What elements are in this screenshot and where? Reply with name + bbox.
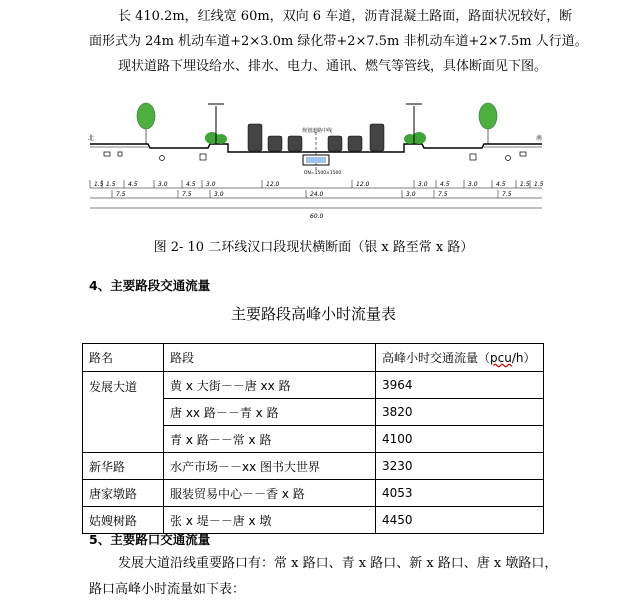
shrub-icon-right xyxy=(404,132,426,144)
header-segment: 路段 xyxy=(164,344,376,372)
svg-text:南: 南 xyxy=(536,135,543,142)
cell-segment: 服装贸易中心－－香 x 路 xyxy=(164,480,376,507)
top-dim-10: 3.0 xyxy=(468,181,478,188)
figure-caption: 图 2- 10 二环线汉口段现状横断面（银 x 路至常 x 路） xyxy=(153,240,474,255)
mid-dim-3: 24.0 xyxy=(310,191,324,198)
cell-flow: 3964 xyxy=(376,372,544,399)
table-row xyxy=(83,480,544,507)
section-heading-5: 5、主要路口交通流量 xyxy=(89,532,211,547)
paragraph-line-1: 长 410.2m，红线宽 60m，双向 6 车道，沥青混凝土路面，路面状况较好，断 xyxy=(118,9,573,24)
middle-dimension-labels xyxy=(112,190,512,198)
cell-road: 唐家墩路 xyxy=(83,480,164,507)
cell-segment: 青 x 路－－常 x 路 xyxy=(164,426,376,453)
cell-road: 姑嫂树路 xyxy=(83,507,164,534)
top-dim-6: 12.0 xyxy=(266,181,280,188)
table-header-row xyxy=(83,344,544,372)
tree-icon-right xyxy=(479,103,497,144)
cell-flow: 3820 xyxy=(376,399,544,426)
top-dim-2: 4.5 xyxy=(128,181,138,188)
paragraph-line-4: 发展大道沿线重要路口有：常 x 路口、青 x 路口、新 x 路口、唐 x 墩路口， xyxy=(118,556,558,571)
top-dim-7: 12.0 xyxy=(356,181,370,188)
header-road: 路名 xyxy=(83,344,164,372)
mid-dim-6: 7.5 xyxy=(502,191,512,198)
cell-road: 新华路 xyxy=(83,453,164,480)
top-dim-1: 1.5 xyxy=(106,181,116,188)
center-line-label: 规划道路中线 xyxy=(302,128,333,134)
table-title: 主要路段高峰小时流量表 xyxy=(230,305,396,323)
cell-segment: 张 x 堤－－唐 x 墩 xyxy=(164,507,376,534)
mid-dim-0: 7.5 xyxy=(116,191,126,198)
paragraph-line-3: 现状道路下埋设给水、排水、电力、通讯、燃气等管线，具体断面见下图。 xyxy=(118,59,548,74)
top-dim-13: 1.5 xyxy=(534,181,544,188)
pipe-label: DN=1500×1500 xyxy=(304,171,342,176)
header-flow: 高峰小时交通流量（pcu/h） xyxy=(376,344,544,372)
top-dim-9: 4.5 xyxy=(440,181,450,188)
cell-segment: 黄 x 大街－－唐 xx 路 xyxy=(164,372,376,399)
mid-dim-4: 3.0 xyxy=(406,191,416,198)
cell-segment: 唐 xx 路－－青 x 路 xyxy=(164,399,376,426)
cell-segment: 水产市场－－xx 图书大世界 xyxy=(164,453,376,480)
top-dim-0: 1.5 xyxy=(94,181,104,188)
paragraph-line-2: 面形式为 24m 机动车道+2×3.0m 绿化带+2×7.5m 非机动车道+2×7.5m 人行道。 xyxy=(89,34,588,49)
top-dim-3: 3.0 xyxy=(158,181,168,188)
top-dim-12: 1.5 xyxy=(520,181,530,188)
top-dim-4: 4.5 xyxy=(186,181,196,188)
paragraph-line-5: 路口高峰小时流量如下表： xyxy=(89,582,246,597)
cell-flow: 4100 xyxy=(376,426,544,453)
top-dim-8: 3.0 xyxy=(418,181,428,188)
cell-flow: 3230 xyxy=(376,453,544,480)
cell-road: 发展大道 xyxy=(83,372,164,453)
tree-icon-left xyxy=(137,103,155,144)
section-heading-4: 4、主要路段交通流量 xyxy=(89,278,211,293)
table-row xyxy=(83,372,544,399)
table-row xyxy=(83,453,544,480)
total-dimension-label: 60.0 xyxy=(310,213,324,220)
cell-flow: 4450 xyxy=(376,507,544,534)
mid-dim-1: 7.5 xyxy=(182,191,192,198)
top-dim-5: 3.0 xyxy=(206,181,216,188)
top-dim-11: 4.5 xyxy=(496,181,506,188)
svg-text:北: 北 xyxy=(88,135,95,142)
cross-section-drawing xyxy=(88,92,544,224)
top-dimension-labels xyxy=(90,180,544,188)
cell-flow: 4053 xyxy=(376,480,544,507)
traffic-flow-table xyxy=(82,343,544,534)
mid-dim-2: 3.0 xyxy=(214,191,224,198)
mid-dim-5: 7.5 xyxy=(438,191,448,198)
